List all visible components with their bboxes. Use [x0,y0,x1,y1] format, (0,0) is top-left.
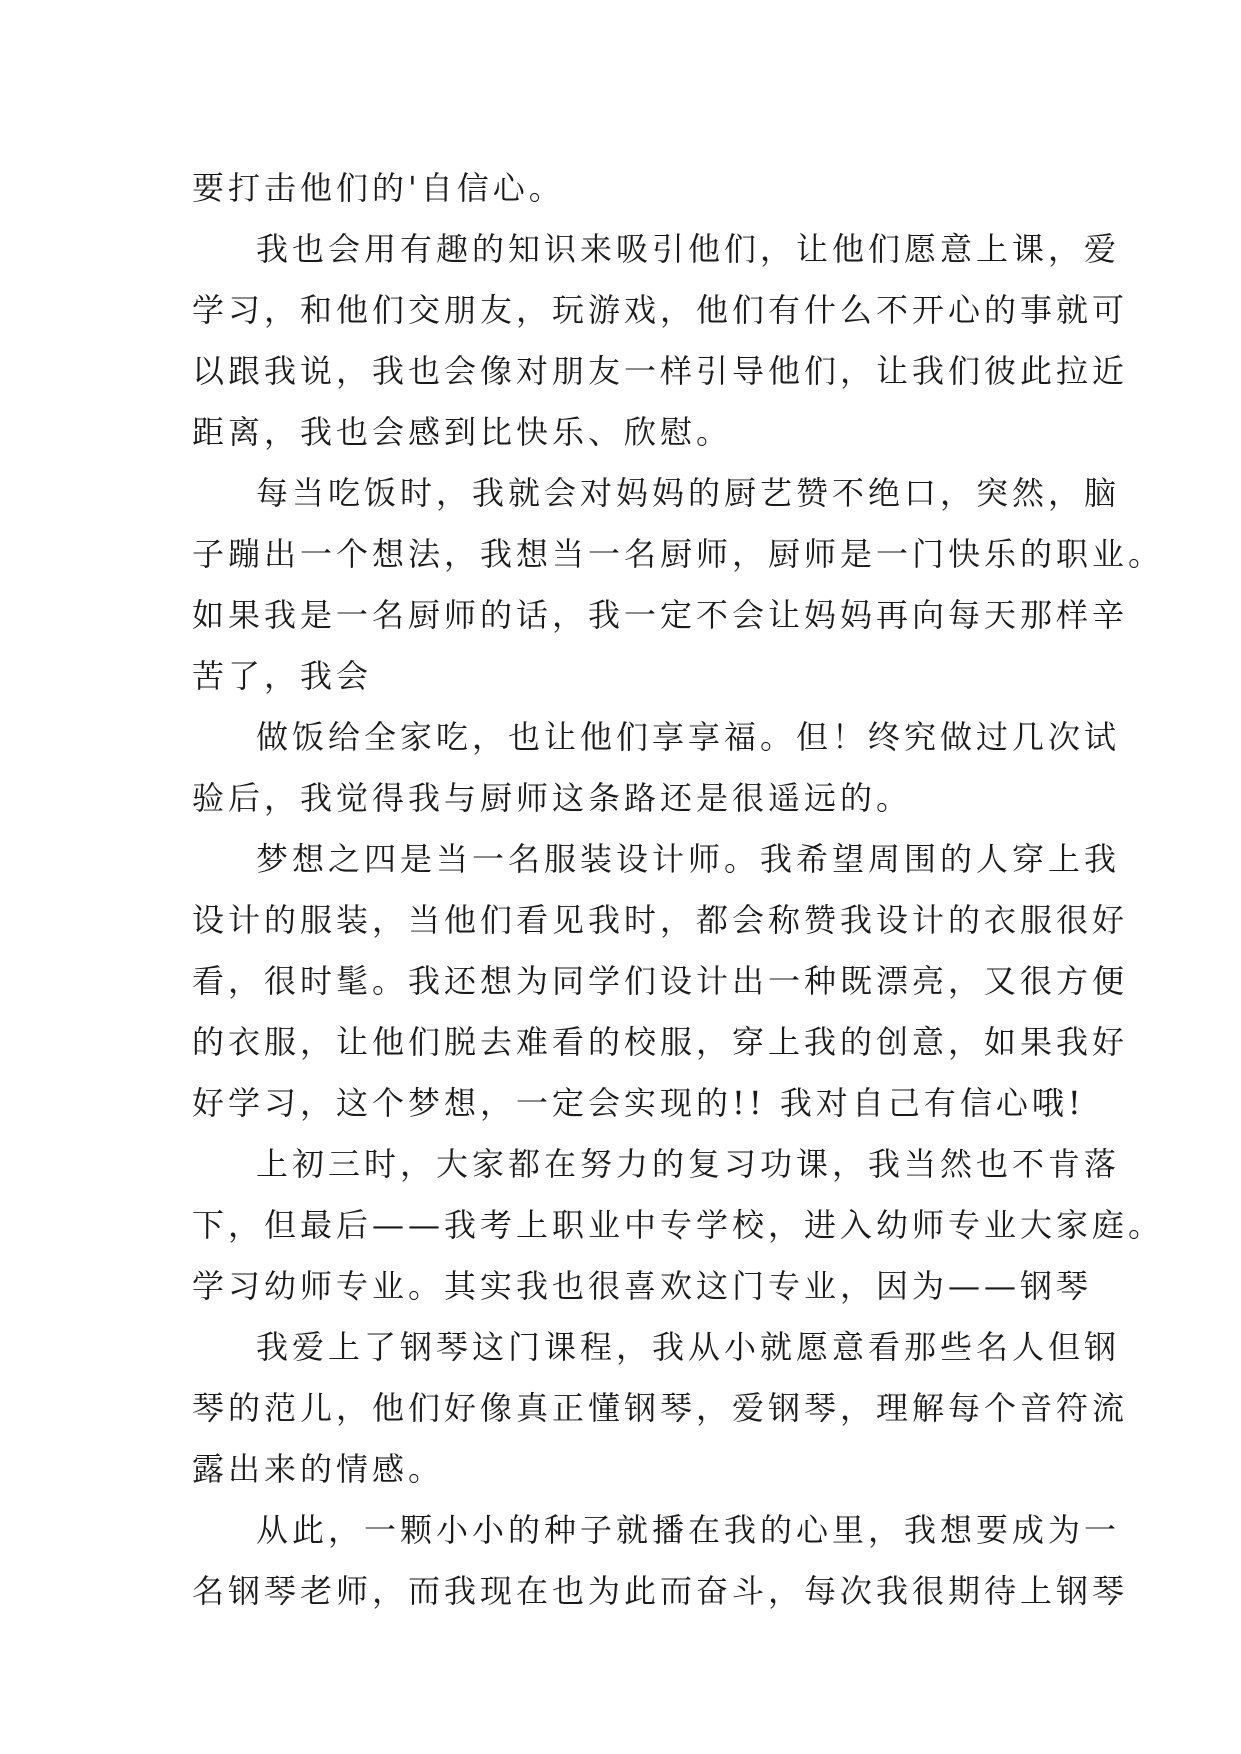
body-text [192,158,1165,1622]
text-line: 学习，和他们交朋友，玩游戏，他们有什么不开心的事就可 [192,291,1129,329]
text-line: 名钢琴老师，而我现在也为此而奋斗，每次我很期待上钢琴 [192,1572,1129,1610]
text-line: 梦想之四是当一名服装设计师。我希望周围的人穿上我 [256,840,1121,878]
text-line: 距离，我也会感到比快乐、欣慰。 [192,413,733,451]
text-line: 设计的服装，当他们看见我时，都会称赞我设计的衣服很好 [192,901,1129,939]
text-line: 如果我是一名厨师的话，我一定不会让妈妈再向每天那样辛 [192,596,1129,634]
text-line: 子蹦出一个想法，我想当一名厨师，厨师是一门快乐的职业。 [192,535,1165,573]
text-line: 我爱上了钢琴这门课程，我从小就愿意看那些名人但钢 [256,1328,1121,1366]
text-line: 学习幼师专业。其实我也很喜欢这门专业，因为——钢琴 [192,1267,1093,1305]
text-line: 我也会用有趣的知识来吸引他们，让他们愿意上课，爱 [256,230,1121,268]
text-line: 的衣服，让他们脱去难看的校服，穿上我的创意，如果我好 [192,1023,1129,1061]
text-line: 上初三时，大家都在努力的复习功课，我当然也不肯落 [256,1145,1121,1183]
text-line: 琴的范儿，他们好像真正懂钢琴，爱钢琴，理解每个音符流 [192,1389,1129,1427]
text-line: 好学习，这个梦想，一定会实现的!! 我对自己有信心哦! [192,1084,1085,1122]
text-line: 以跟我说，我也会像对朋友一样引导他们，让我们彼此拉近 [192,352,1129,390]
text-line: 要打击他们的'自信心。 [192,169,565,207]
text-line: 每当吃饭时，我就会对妈妈的厨艺赞不绝口，突然，脑 [256,474,1121,512]
text-line: 看，很时髦。我还想为同学们设计出一种既漂亮，又很方便 [192,962,1129,1000]
text-line: 做饭给全家吃，也让他们享享福。但！终究做过几次试 [256,718,1121,756]
text-line: 苦了，我会 [192,657,373,695]
text-line: 下，但最后——我考上职业中专学校，进入幼师专业大家庭。 [192,1206,1165,1244]
text-line: 验后，我觉得我与厨师这条路还是很遥远的。 [192,779,913,817]
text-line: 露出来的情感。 [192,1450,445,1488]
text-line: 从此，一颗小小的种子就播在我的心里，我想要成为一 [256,1511,1121,1549]
